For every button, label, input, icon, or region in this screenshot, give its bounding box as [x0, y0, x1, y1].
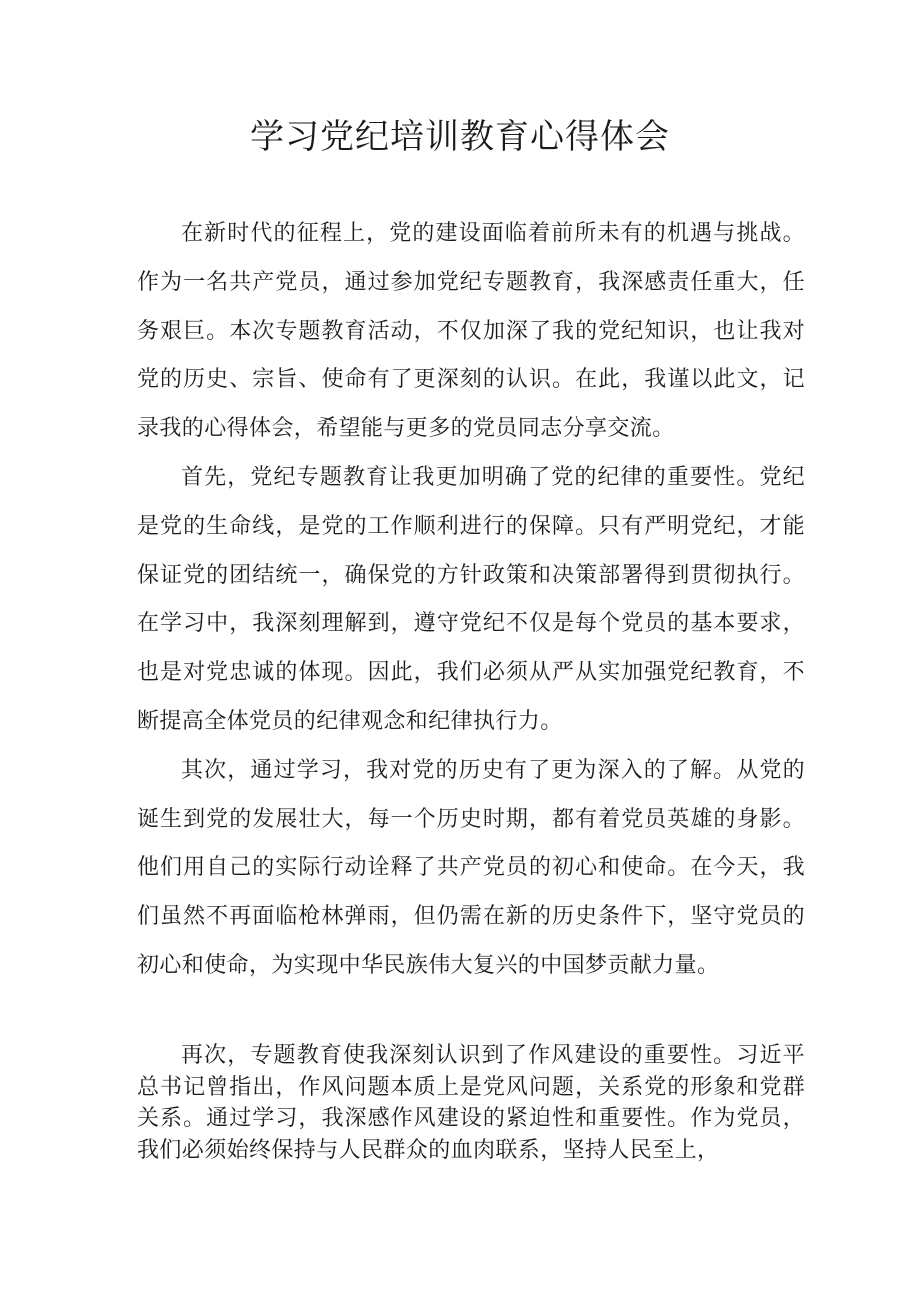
document-body-continued: [137, 1040, 805, 1166]
paragraph-intro: 在新时代的征程上，党的建设面临着前所未有的机遇与挑战。作为一名共产党员，通过参加党纪专题教育，我深感责任重大，任务艰巨。本次专题教育活动，不仅加深了我的党纪知识，也让我对党的历史、宗旨、使命有了更深刻的认识。在此，我谨以此文，记录我的心得体会，希望能与更多的党员同志分享交流。: [137, 221, 805, 442]
paragraph-work-style: 再次，专题教育使我深刻认识到了作风建设的重要性。习近平总书记曾指出，作风问题本质上是党风问题，关系党的形象和党群关系。通过学习，我深感作风建设的紧迫性和重要性。作为党员，我们必须始终保持与人民群众的血肉联系，坚持人民至上，: [137, 1043, 805, 1163]
paragraph-history: 其次，通过学习，我对党的历史有了更为深入的了解。从党的诞生到党的发展壮大，每一个历史时期，都有着党员英雄的身影。他们用自己的实际行动诠释了共产党员的初心和使命。在今天，我们虽然不再面临枪林弹雨，但仍需在新的历史条件下，坚守党员的初心和使命，为实现中华民族伟大复兴的中国梦贡献力量。: [137, 757, 805, 978]
paragraph-discipline: 首先，党纪专题教育让我更加明确了党的纪律的重要性。党纪是党的生命线，是党的工作顺利进行的保障。只有严明党纪，才能保证党的团结统一，确保党的方针政策和决策部署得到贯彻执行。在学习中，我深刻理解到，遵守党纪不仅是每个党员的基本要求，也是对党忠诚的体现。因此，我们必须从严从实加强党纪教育，不断提高全体党员的纪律观念和纪律执行力。: [137, 464, 805, 734]
document-title: 学习党纪培训教育心得体会: [250, 117, 670, 157]
document-body-main: [137, 210, 805, 991]
